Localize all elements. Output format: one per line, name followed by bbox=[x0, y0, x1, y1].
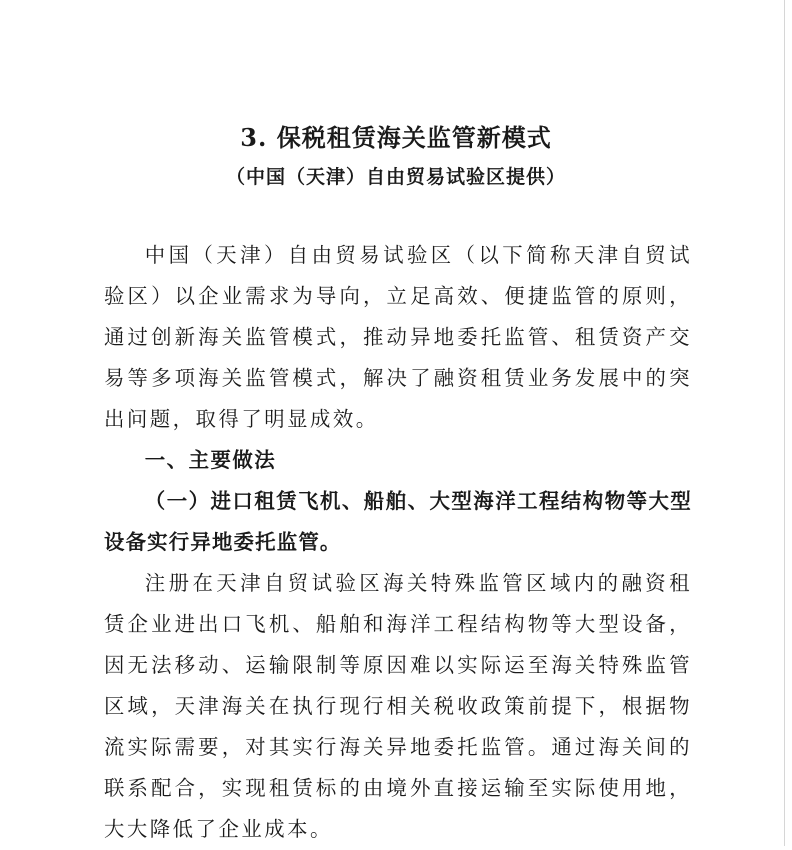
page-title: 3. 保税租赁海关监管新模式 bbox=[240, 123, 552, 152]
section-heading: 一、主要做法 bbox=[144, 448, 277, 472]
subsection-heading: （一）进口租赁飞机、船舶、大型海洋工程结构物等大型设备实行异地委托监管。 bbox=[104, 489, 692, 554]
intro-paragraph: 中国（天津）自由贸易试验区（以下简称天津自贸试验区）以企业需求为导向，立足高效、便捷监管的原则，通过创新海关监管模式，推动异地委托监管、租赁资产交易等多项海关监管模式，解决了融资租赁业务发展中的突出问题，取得了明显成效。 bbox=[104, 243, 692, 431]
body-paragraph: 注册在天津自贸试验区海关特殊监管区域内的融资租赁企业进出口飞机、船舶和海洋工程结构物等大型设备，因无法移动、运输限制等原因难以实际运至海关特殊监管区域，天津海关在执行现行相关税收政策前提下，根据物流实际需要，对其实行海关异地委托监管。通过海关间的联系配合，实现租赁标的由境外直接运输至实际使用地，大大降低了企业成本。 bbox=[104, 571, 692, 841]
document-body bbox=[104, 235, 692, 850]
page-subtitle: （中国（天津）自由贸易试验区提供） bbox=[225, 166, 566, 188]
